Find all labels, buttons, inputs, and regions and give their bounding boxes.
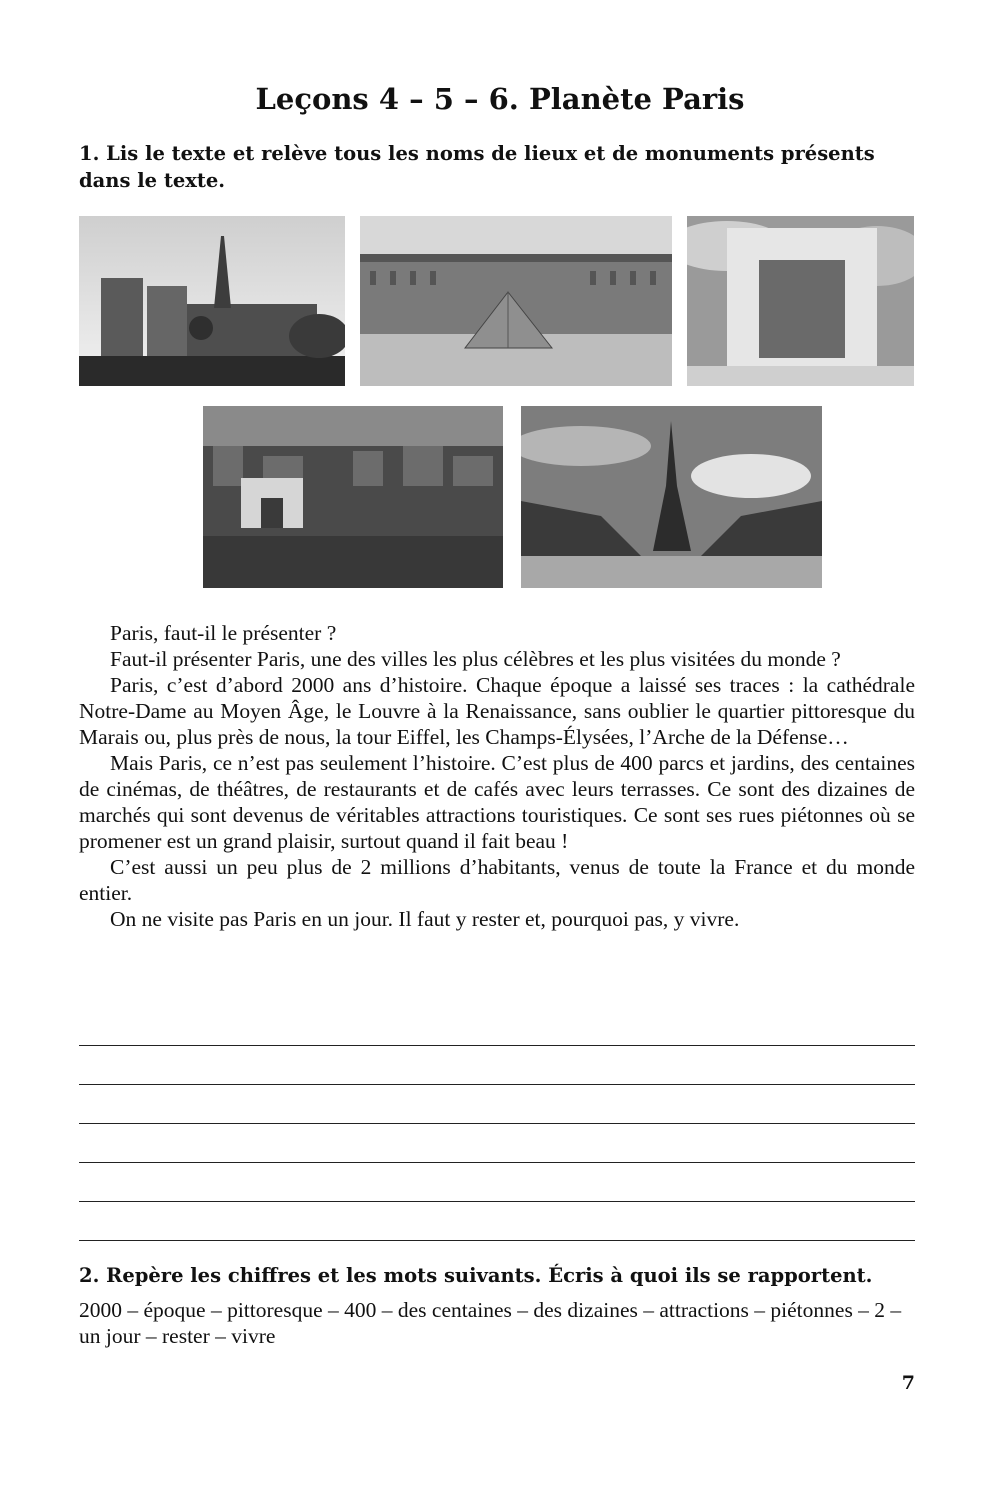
photo-louvre	[360, 216, 672, 386]
photo-arche-de-la-defense	[687, 216, 914, 386]
text-paragraph: Paris, faut-il le présenter ?	[110, 621, 337, 645]
exercise-2-word-list: 2000 – époque – pittoresque – 400 – des centaines – des dizaines – attractions – piétonnes – 2 – un jour – rester – vivre	[79, 1298, 902, 1348]
photo-notre-dame	[79, 216, 345, 386]
answer-line[interactable]	[79, 1162, 915, 1163]
text-paragraph: Paris, c’est d’abord 2000 ans d’histoire. Chaque époque a laissé ses traces : la cathédrale Notre-Dame au Moyen Âge, le Louvre à la Renaissance, sans oublier le quartier pittoresque du Marais ou, plus près de nous, la tour Eiffel, les Champs-Élysées, l’Arche de la Défense…	[79, 673, 915, 749]
text-paragraph: On ne visite pas Paris en un jour. Il faut y rester et, pourquoi pas, y vivre.	[110, 907, 740, 931]
exercise-1-instruction: 1. Lis le texte et relève tous les noms de lieux et de monuments présents dans le texte.	[79, 142, 875, 192]
page-title: Leçons 4 – 5 – 6. Planète Paris	[255, 82, 745, 116]
text-paragraph: C’est aussi un peu plus de 2 millions d’habitants, venus de toute la France et du monde entier.	[79, 855, 915, 905]
answer-line[interactable]	[79, 1084, 915, 1085]
answer-line[interactable]	[79, 1123, 915, 1124]
text-paragraph: Faut-il présenter Paris, une des villes les plus célèbres et les plus visitées du monde ?	[110, 647, 841, 671]
photo-arc-de-triomphe	[203, 406, 503, 588]
reading-text	[79, 620, 915, 932]
exercise-2-instruction: 2. Repère les chiffres et les mots suivants. Écris à quoi ils se rapportent.	[79, 1264, 873, 1287]
answer-line[interactable]	[79, 1240, 915, 1241]
photo-tour-eiffel	[521, 406, 822, 588]
answer-line[interactable]	[79, 1201, 915, 1202]
text-paragraph: Mais Paris, ce n’est pas seulement l’histoire. C’est plus de 400 parcs et jardins, des centaines de cinémas, de théâtres, de restaurants et de cafés avec leurs terrasses. Ce sont des dizaines de marchés qui sont devenus de véritables attractions touristiques. Ce sont ses rues piétonnes où se promener est un grand plaisir, surtout quand il fait beau !	[79, 751, 915, 853]
answer-line[interactable]	[79, 1045, 915, 1046]
page-number: 7	[901, 1372, 915, 1394]
